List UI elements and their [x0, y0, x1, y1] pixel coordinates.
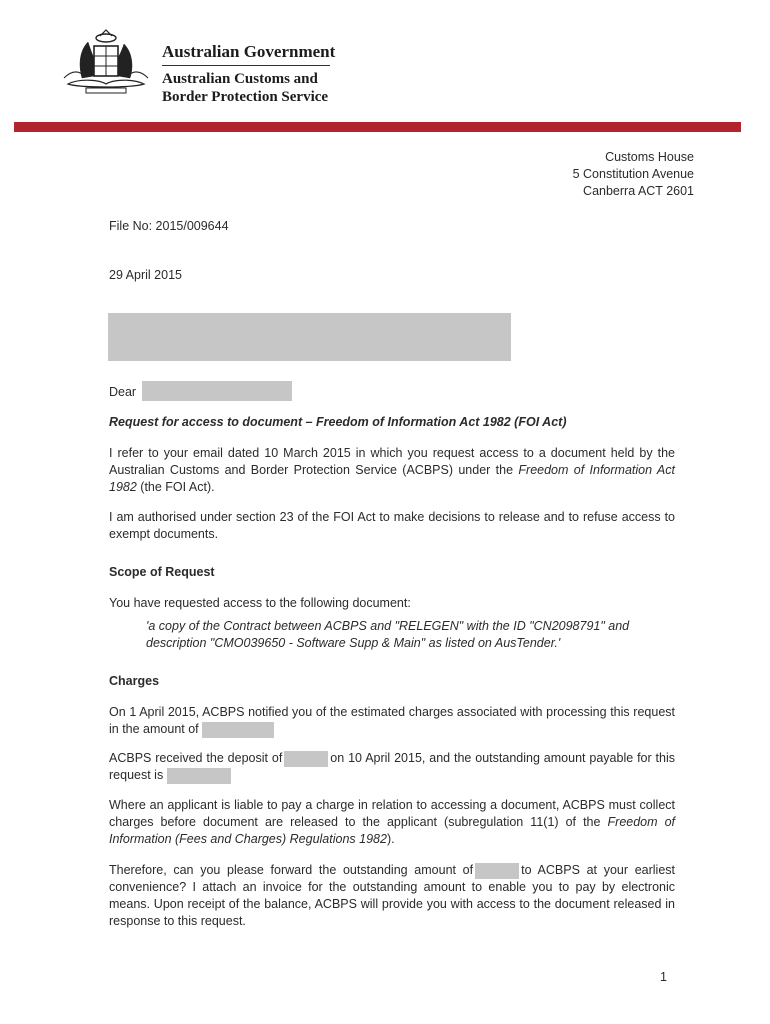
file-number: File No: 2015/009644: [109, 219, 229, 233]
sender-address: [440, 149, 694, 200]
agency-name-line2: Border Protection Service: [162, 89, 329, 105]
regulations-title: Freedom of Information (Fees and Charges) Regulations 1982: [109, 815, 676, 846]
charges-p2-text: ACBPS received the deposit of: [109, 751, 283, 765]
government-title: Australian Government: [162, 42, 336, 61]
charges-p4-text: Therefore, can you please forward the outstanding amount of: [109, 863, 474, 877]
charges-p2-text-end: on 10 April 2015, and the outstanding amount payable for this request is: [109, 751, 675, 782]
charges-p1-text: On 1 April 2015, ACBPS notified you of the estimated charges associated with processing this request in the amount of: [109, 705, 675, 736]
charges-heading: Charges: [109, 674, 160, 688]
address-line: 5 Constitution Avenue: [572, 167, 694, 181]
coat-of-arms-icon: [60, 28, 152, 98]
address-line: Canberra ACT 2601: [583, 184, 694, 198]
para1-end: (the FOI Act).: [136, 480, 215, 494]
redacted-recipient-address: [108, 313, 511, 361]
masthead-rule: [162, 65, 330, 66]
charges-paragraph-2: [109, 750, 675, 784]
page-number: 1: [660, 970, 667, 984]
charges-p3-end: ).: [386, 832, 395, 846]
act-title: Freedom of Information Act 1982: [109, 463, 675, 494]
charges-paragraph-3: [109, 797, 675, 848]
redacted-name: [142, 381, 292, 401]
charges-p4-text-end: to ACBPS at your earliest convenience? I attach an invoice for the outstanding amount to enable you to pay by electronic means. Upon receipt of the balance, ACBPS will provide you with access to the document released in response to this request.: [109, 863, 675, 928]
charges-paragraph-1: [109, 704, 675, 738]
subject-line: Request for access to document – Freedom of Information Act 1982 (FOI Act): [109, 415, 567, 429]
agency-masthead: [162, 42, 335, 106]
redacted-outstanding: [167, 768, 231, 784]
para1-text: I refer to your email dated 10 March 2015 in which you request access to a document held by the Australian Customs and Border Protection Service (ACBPS) under the: [109, 446, 675, 477]
paragraph-intro: [109, 445, 675, 496]
agency-name-line1: Australian Customs and: [162, 71, 318, 87]
salutation-line: [109, 381, 292, 401]
paragraph-authority: I am authorised under section 23 of the FOI Act to make decisions to release and to refuse access to exempt documents.: [109, 510, 675, 541]
header-red-bar: [14, 122, 741, 132]
requested-document-quote: 'a copy of the Contract between ACBPS and "RELEGEN" with the ID "CN2098791" and description "CMO039650 - Software Supp & Main" as listed on AusTender.': [146, 619, 630, 650]
scope-text: You have requested access to the following document:: [109, 596, 411, 610]
charges-p3-text: Where an applicant is liable to pay a charge in relation to accessing a document, ACBPS must collect charges before document are released to the applicant (subregulation 11(1) of the: [109, 798, 675, 829]
salutation: Dear: [109, 385, 137, 399]
redacted-outstanding-amount: [475, 863, 519, 879]
redacted-deposit: [284, 751, 328, 767]
address-line: Customs House: [605, 150, 694, 164]
scope-heading: Scope of Request: [109, 565, 215, 579]
letter-date: 29 April 2015: [109, 268, 182, 282]
redacted-amount: [202, 722, 274, 738]
charges-paragraph-4: [109, 862, 675, 930]
